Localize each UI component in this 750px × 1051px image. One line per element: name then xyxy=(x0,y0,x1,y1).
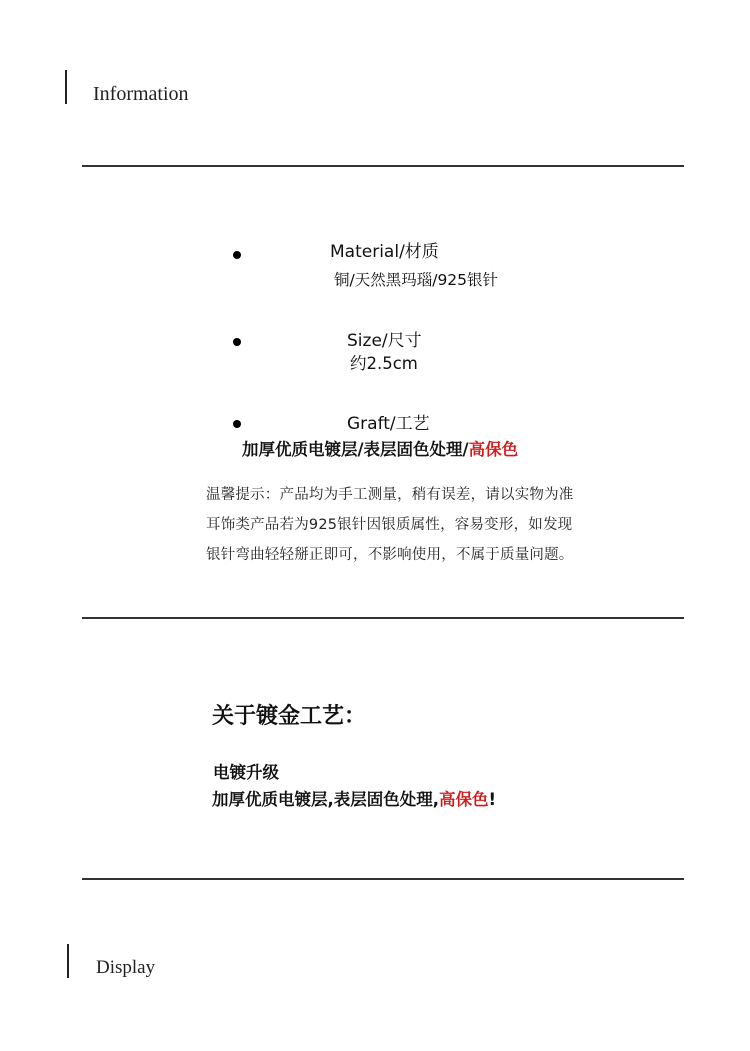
plating-subheading: 电镀升级 xyxy=(213,763,279,782)
size-value: 约2.5cm xyxy=(350,354,418,373)
divider-bottom xyxy=(82,878,684,880)
plating-line-highlight: 高保色 xyxy=(439,790,489,809)
note-line: 温馨提示：产品均为手工测量，稍有误差，请以实物为准 xyxy=(206,487,574,503)
plating-line xyxy=(212,786,496,810)
bullet-dot xyxy=(233,420,241,428)
craft-value xyxy=(242,436,518,460)
information-title: Information xyxy=(93,83,189,105)
warm-tip-note xyxy=(206,480,574,570)
plating-line-end: ! xyxy=(488,790,497,809)
section-marker-bar xyxy=(67,944,69,978)
note-line: 耳饰类产品若为925银针因银质属性，容易变形，如发现 xyxy=(206,517,573,533)
craft-value-highlight: 高保色 xyxy=(468,440,519,459)
bullet-dot xyxy=(233,338,241,346)
size-label: Size/尺寸 xyxy=(347,331,422,351)
craft-value-text: 加厚优质电镀层/表层固色处理/ xyxy=(242,440,469,459)
section-marker-bar xyxy=(65,70,67,104)
plating-heading: 关于镀金工艺： xyxy=(212,704,367,729)
craft-label: Graft/工艺 xyxy=(347,414,430,434)
divider-top xyxy=(82,165,684,167)
bullet-dot xyxy=(233,251,241,259)
material-value: 铜/天然黑玛瑙/925银针 xyxy=(334,271,499,289)
plating-line-text: 加厚优质电镀层,表层固色处理, xyxy=(212,790,440,809)
note-line: 银针弯曲轻轻掰正即可，不影响使用，不属于质量问题。 xyxy=(206,547,574,563)
display-title: Display xyxy=(96,957,156,978)
material-label: Material/材质 xyxy=(330,242,439,262)
divider-middle xyxy=(82,617,684,619)
